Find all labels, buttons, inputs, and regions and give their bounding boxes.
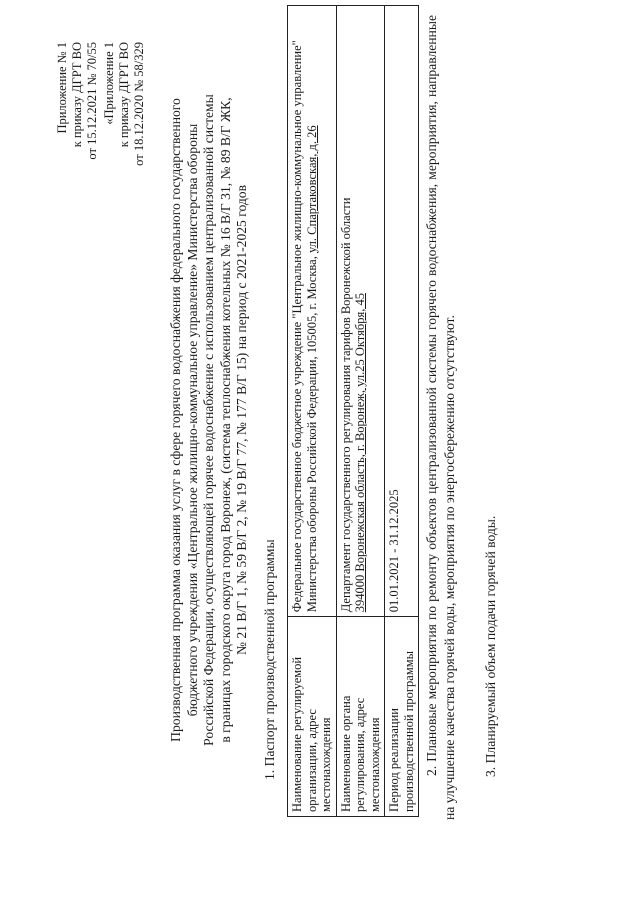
table-cell-label: Наименование органа регулирования, адрес местонахождения [336, 617, 385, 817]
table-cell-label: Период реализации производственной программы [385, 617, 419, 817]
value-text: 01.01.2021 - 31.12.2025 [387, 489, 401, 613]
heading-line: № 21 В/Г 1, № 59 В/Г 2, № 19 В/Г 77, № 177 В/Г 15) на период с 2021-2025 годов [234, 184, 249, 656]
appendix-line: от 18.12.2020 № 58/329 [132, 42, 146, 166]
value-text: Федеральное государственное бюджетное учреждение "Центральное жилищно-коммунальное управление" Министерства обороны Российской Федерации, 105005, г. Москва, [290, 40, 319, 613]
table-row [336, 6, 385, 817]
heading-line: бюджетного учреждения «Центральное жилищно-коммунальное управление» Министерства обороны [184, 123, 200, 717]
appendix-line: Приложение № 1 [55, 42, 69, 134]
table-cell-label: Наименование регулируемой организации, адрес местонахождения [288, 617, 337, 817]
section-2-text: 2. Плановые мероприятия по ремонту объектов централизованной системы горячего водоснабжения, мероприятия, направленные на улучшение качества горячей воды, мероприятия по энергосбережению отсутствуют. [424, 15, 457, 820]
table-row [385, 6, 419, 817]
document-heading [168, 25, 251, 815]
section-3-text: 3. Планируемый объем подачи горячей воды. [483, 515, 498, 777]
value-underlined: ул. Спартаковская, д. 26 [304, 125, 319, 254]
table-cell-value [336, 6, 385, 617]
heading-line: Производственная программа оказания услуг в сфере горячего водоснабжения федерального государственного [168, 98, 183, 742]
heading-line: в границах городского округа город Воронеж, (система теплоснабжения котельных № 16 В/Г 31, № 89 В/Г ЖК, [217, 97, 233, 743]
appendix-line: к приказу ДГРТ ВО [117, 42, 131, 148]
appendix-current-note [55, 42, 100, 160]
appendix-line: к приказу ДГРТ ВО [70, 42, 84, 148]
section-1-title: 1. Паспорт производственной программы [262, 539, 277, 780]
table-cell-value [288, 6, 337, 617]
value-text: Департамент государственного регулирования тарифов Воронежской области [338, 197, 353, 613]
heading-line: Российской Федерации, осуществляющей горячее водоснабжение с использованием централизованной системы [201, 94, 216, 746]
appendix-line: «Приложение 1 [102, 42, 116, 125]
appendix-previous-note [102, 42, 147, 166]
appendix-line: от 15.12.2021 № 70/55 [85, 42, 99, 160]
table-cell-value [385, 6, 419, 617]
value-underlined: 394000 Воронежская область, г. Воронеж, ул.25 Октября, 45 [353, 293, 367, 613]
table-row [288, 6, 337, 817]
passport-table [287, 5, 419, 817]
